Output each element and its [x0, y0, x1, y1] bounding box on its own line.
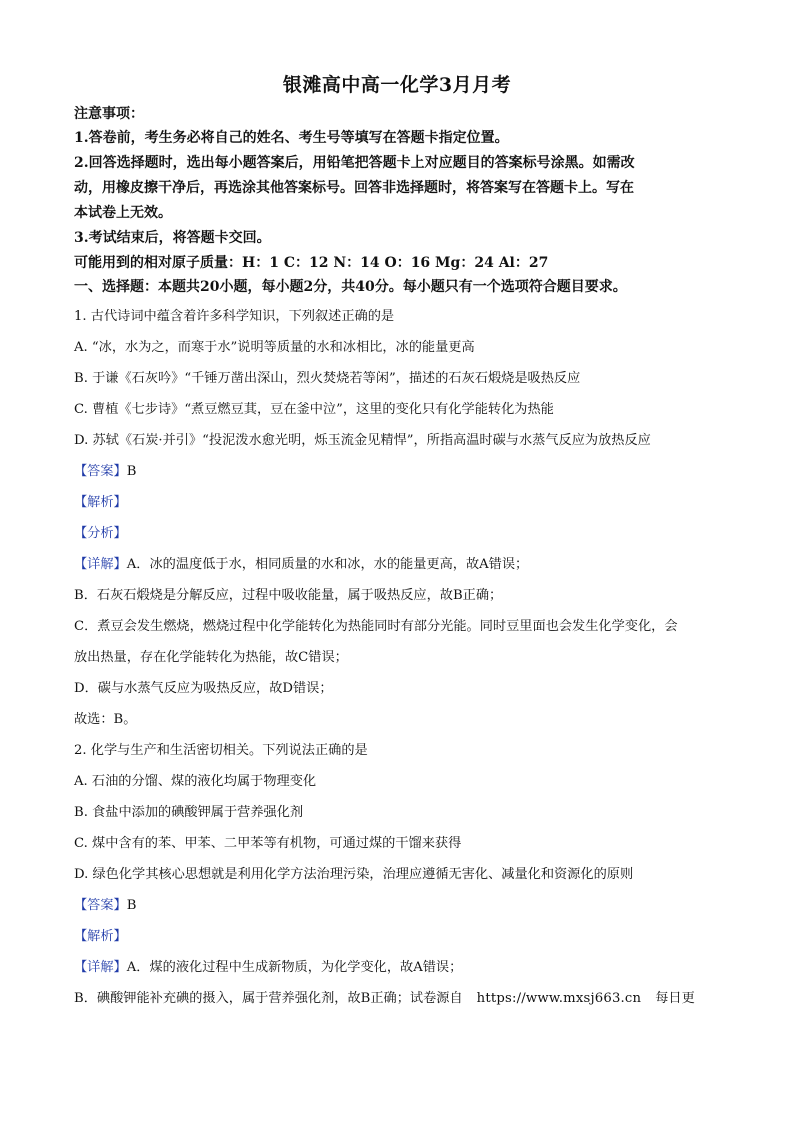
q1-answer — [74, 462, 136, 482]
q1-detail-tag: 【详解】 — [74, 557, 127, 572]
q2-answer — [74, 896, 136, 916]
q2-answer-tag: 【答案】 — [74, 898, 127, 913]
q2-detail-text-2: B．碘酸钾能补充碘的摄入，属于营养强化剂，故B正确；试卷源自 — [74, 991, 463, 1006]
q1-detail-text-1: A．冰的温度低于水，相同质量的水和冰，水的能量更高，故A错误； — [126, 557, 529, 572]
section1-heading: 一、选择题：本题共20小题，每小题2分，共40分。每小题只有一个选项符合题目要求。 — [74, 279, 627, 295]
q1-detail-5: D．碳与水蒸气反应为吸热反应，故D错误； — [74, 681, 333, 696]
notice-heading: 注意事项： — [74, 106, 144, 122]
q2-detail-tag: 【详解】 — [74, 960, 127, 975]
q2-stem: 2. 化学与生产和生活密切相关。下列说法正确的是 — [74, 743, 368, 758]
q1-option-a: A. “冰，水为之，而寒于水”说明等质量的水和冰相比，冰的能量更高 — [74, 340, 475, 355]
q2-option-c: C. 煤中含有的苯、甲苯、二甲苯等有机物，可通过煤的干馏来获得 — [74, 836, 462, 851]
q1-conclusion: 故选：B。 — [74, 712, 137, 727]
q1-option-b: B. 于谦《石灰吟》“千锤万凿出深山，烈火焚烧若等闲”，描述的石灰石煅烧是吸热反应 — [74, 371, 581, 386]
q2-analysis-tag: 【解析】 — [74, 929, 127, 944]
q2-option-a: A. 石油的分馏、煤的液化均属于物理变化 — [74, 774, 317, 789]
source-url: https://www.mxsj663.cn — [476, 991, 642, 1006]
q1-analysis-tag: 【解析】 — [74, 495, 127, 510]
q1-detail-1 — [74, 555, 528, 575]
q2-answer-value: B — [126, 898, 137, 913]
q2-detail-text-1: A．煤的液化过程中生成新物质，为化学变化，故A错误； — [126, 960, 463, 975]
notice-line-1: 1.答卷前，考生务必将自己的姓名、考生号等填写在答题卡指定位置。 — [74, 130, 509, 146]
q1-option-c: C. 曹植《七步诗》“煮豆燃豆萁，豆在釜中泣”，这里的变化只有化学能转化为热能 — [74, 402, 554, 417]
notice-line-3: 动，用橡皮擦干净后，再选涂其他答案标号。回答非选择题时，将答案写在答题卡上。写在 — [74, 180, 634, 196]
atomic-mass-line: 可能用到的相对原子质量：H：1 C：12 N：14 O：16 Mg：24 Al：27 — [74, 255, 549, 271]
q1-detail-2: B．石灰石煅烧是分解反应，过程中吸收能量，属于吸热反应，故B正确； — [74, 588, 503, 603]
q1-option-d: D. 苏轼《石炭·并引》“投泥泼水愈光明，烁玉流金见精悍”，所指高温时碳与水蒸气反应为放热反应 — [74, 433, 651, 448]
q2-detail-1 — [74, 958, 462, 978]
q2-option-b: B. 食盐中添加的碘酸钾属于营养强化剂 — [74, 805, 304, 820]
q1-fenxi-tag: 【分析】 — [74, 526, 127, 541]
q1-detail-4: 放出热量，存在化学能转化为热能，故C错误； — [74, 650, 348, 665]
q2-option-d: D. 绿色化学其核心思想就是利用化学方法治理污染，治理应遵循无害化、减量化和资源化的原则 — [74, 867, 634, 882]
q1-answer-tag: 【答案】 — [74, 464, 127, 479]
q1-answer-value: B — [126, 464, 137, 479]
q1-stem: 1. 古代诗词中蕴含着许多科学知识，下列叙述正确的是 — [74, 309, 395, 324]
exam-title: 银滩高中高一化学3月月考 — [282, 74, 512, 96]
notice-line-5: 3.考试结束后，将答题卡交回。 — [74, 230, 271, 246]
notice-line-4: 本试卷上无效。 — [74, 205, 172, 221]
q1-detail-3: C．煮豆会发生燃烧，燃烧过程中化学能转化为热能同时有部分光能。同时豆里面也会发生化学变化，会 — [74, 619, 678, 634]
notice-line-2: 2.回答选择题时，选出每小题答案后，用铅笔把答题卡上对应题目的答案标号涂黑。如需改 — [74, 155, 635, 171]
q2-detail-2 — [74, 989, 695, 1009]
source-suffix: 每日更 — [655, 991, 695, 1006]
